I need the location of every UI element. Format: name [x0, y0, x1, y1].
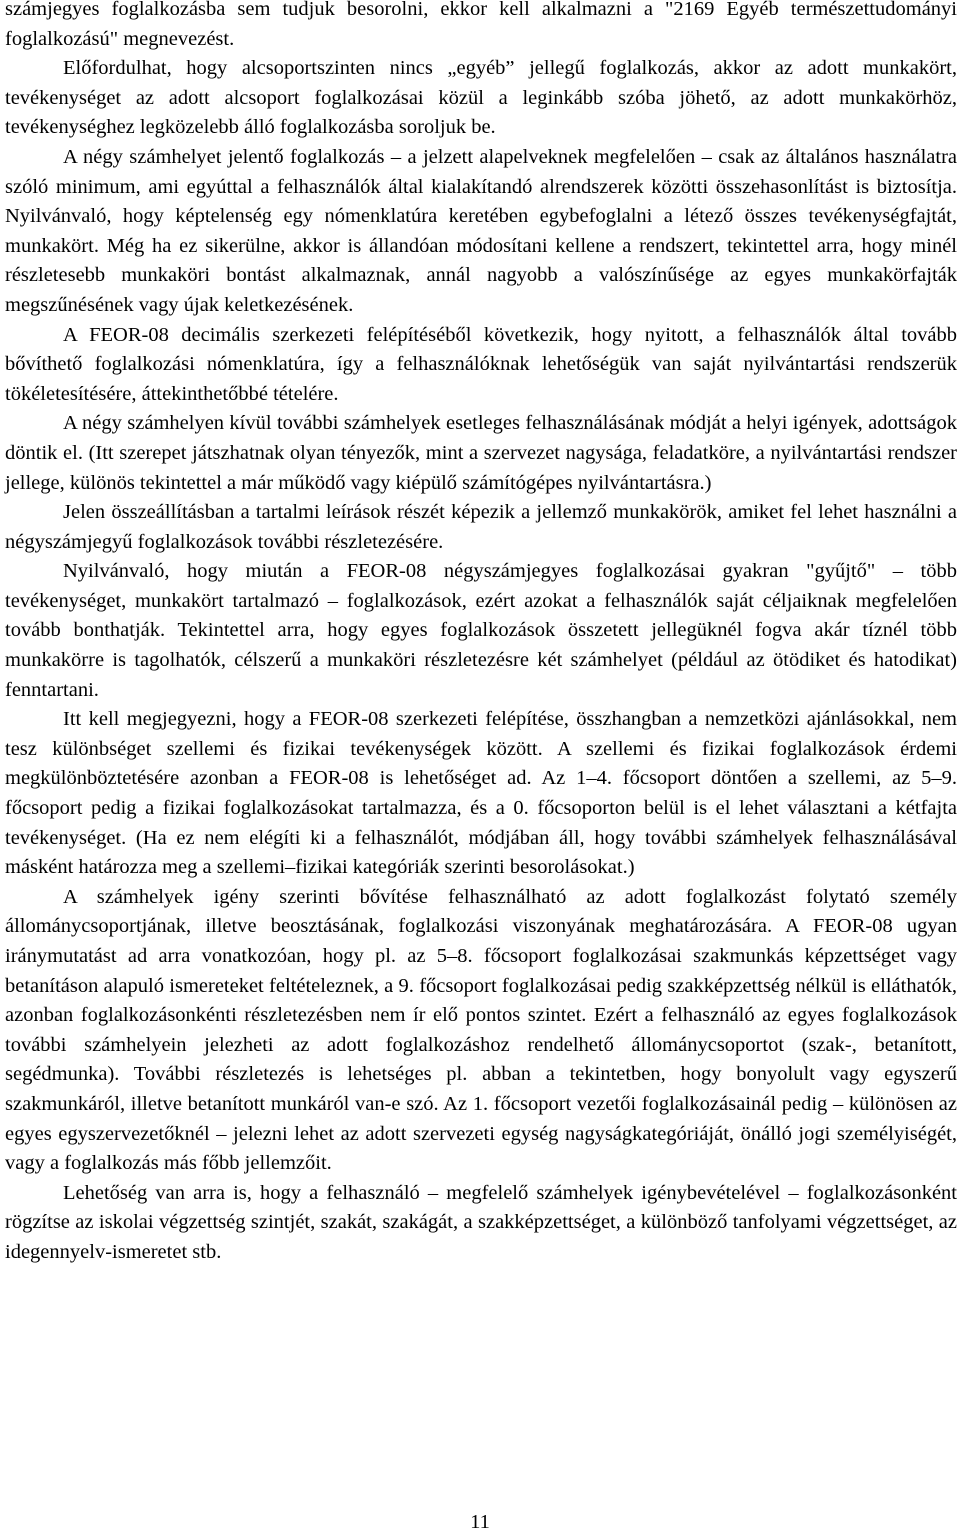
paragraph-3: A négy számhelyet jelentő foglalkozás – a jelzett alapelveknek megfelelően – csak az általános használatra szóló minimum, ami egyúttal a felhasználók által kialakítandó alrendszerek közötti összehasonlítást is biztosítja. Nyilvánvaló, hogy képtelenség egy nómenklatúra keretében egybefoglalni a létező összes tevékenységfajtát, munkakört. Még ha ez sikerülne, akkor is állandóan módosítani kellene a rendszert, tekintettel arra, hogy minél részletesebb munkaköri bontást alkalmaznak, annál nagyobb a valószínűsége az egyes munkakörfajták megszűnésének vagy újak keletkezésének.: [5, 145, 957, 316]
document-body: [5, 0, 957, 1268]
paragraph-1: számjegyes foglalkozásba sem tudjuk besorolni, ekkor kell alkalmazni a "2169 Egyéb természettudományi foglalkozású" megnevezést.: [5, 0, 957, 50]
page-number: 11: [470, 1511, 490, 1533]
paragraph-4: A FEOR-08 decimális szerkezeti felépítéséből következik, hogy nyitott, a felhasználók által tovább bővíthető foglalkozási nómenklatúra, így a felhasználóknak lehetőségük van saját nyilvántartási rendszerük tökéletesítésére, áttekinthetőbbé tételére.: [5, 323, 957, 405]
paragraph-2: Előfordulhat, hogy alcsoportszinten nincs „egyéb” jellegű foglalkozás, akkor az adott munkakört, tevékenységet az adott alcsoport foglalkozásai közül a leginkább szóba jöhető, az adott munkakörhöz, tevékenységhez legközelebb álló foglalkozásba soroljuk be.: [5, 57, 957, 139]
paragraph-10: Lehetőség van arra is, hogy a felhasználó – megfelelő számhelyek igénybevételével – foglalkozásonként rögzítse az iskolai végzettség szintjét, szakát, szakágát, a szakképzettséget, a különböző tanfolyami végzettséget, az idegennyelv-ismeretet stb.: [5, 1181, 957, 1263]
paragraph-5: A négy számhelyen kívül további számhelyek esetleges felhasználásának módját a helyi igények, adottságok döntik el. (Itt szerepet játszhatnak olyan tényezők, mint a szervezet nagysága, feladatköre, a nyilvántartási rendszer jellege, különös tekintettel a már működő vagy kiépülő számítógépes nyilvántartásra.): [5, 412, 957, 494]
paragraph-8: Itt kell megjegyezni, hogy a FEOR-08 szerkezeti felépítése, összhangban a nemzetközi ajánlásokkal, nem tesz különbséget szellemi és fizikai tevékenységek között. A szellemi és fizikai foglalkozások érdemi megkülönböztetésére azonban a FEOR-08 is lehetőséget ad. Az 1–4. főcsoport döntően a szellemi, az 5–9. főcsoport pedig a fizikai foglalkozásokat tartalmazza, és a 0. főcsoporton belül is el lehet választani a kétfajta tevékenységet. (Ha ez nem elégíti ki a felhasználót, módjában áll, hogy további számhelyek felhasználásával másként határozza meg a szellemi–fizikai kategóriák szerinti besorolásokat.): [5, 708, 957, 879]
paragraph-9: A számhelyek igény szerinti bővítése felhasználható az adott foglalkozást folytató személy állománycsoportjának, illetve beosztásának, foglalkozási viszonyának meghatározására. A FEOR-08 ugyan iránymutatást ad arra vonatkozóan, hogy pl. az 5–8. főcsoport foglalkozásai szakmunkás képzettséget vagy betanításon alapuló ismereteket feltételeznek, a 9. főcsoport foglalkozásai pedig szakképzettség nélkül is elláthatók, azonban foglalkozásonkénti részletezésben nem ír elő pontos szintet. Ezért a felhasználó az egyes foglalkozások további számhelyein jelezheti az adott foglalkozáshoz rendelhető állománycsoportot (szak-, betanított, segédmunka). További részletezés is lehetséges pl. abban a tekintetben, hogy bonyolult vagy egyszerű szakmunkáról, illetve betanított munkáról van-e szó. Az 1. főcsoport vezetői foglalkozásainál pedig – különösen az egyes egyszervezetőknél – jelezni lehet az adott szervezeti egység nagyságkategóriáját, önálló jogi személyiségét, vagy a foglalkozás más főbb jellemzőit.: [5, 885, 957, 1175]
paragraph-6: Jelen összeállításban a tartalmi leírások részét képezik a jellemző munkakörök, amiket fel lehet használni a négyszámjegyű foglalkozások további részletezésére.: [5, 501, 957, 553]
paragraph-7: Nyilvánvaló, hogy miután a FEOR-08 négyszámjegyes foglalkozásai gyakran "gyűjtő" – több tevékenységet, munkakört tartalmazó – foglalkozások, ezért azokat a felhasználók saját céljaiknak megfelelően tovább bonthatják. Tekintettel arra, hogy egyes foglalkozások összetett jellegüknél fogva akár tíznél több munkakörre is tagolhatók, célszerű a munkaköri részletezésre két számhelyet (például az ötödiket és hatodikat) fenntartani.: [5, 560, 957, 701]
